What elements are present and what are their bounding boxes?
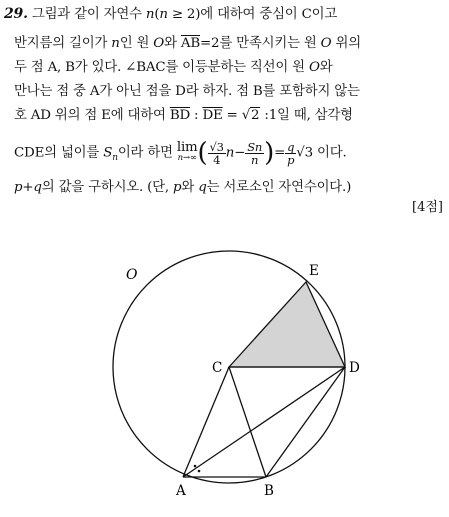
label-a: A xyxy=(176,483,186,499)
angle-mark-dot-2 xyxy=(198,470,201,473)
frac-top: √3 xyxy=(209,139,224,154)
segment-bd xyxy=(266,367,345,477)
paren-close: ) xyxy=(264,138,275,168)
plus: + xyxy=(22,180,34,195)
label-b: B xyxy=(264,483,274,499)
var-q: q xyxy=(198,180,207,195)
var-p: p xyxy=(173,180,182,195)
frac-bot: n xyxy=(251,152,259,167)
text: 와 xyxy=(181,180,199,195)
var-o: O xyxy=(308,60,320,75)
label-c: C xyxy=(212,360,223,376)
label-o: O xyxy=(126,267,138,283)
label-d: D xyxy=(349,360,360,376)
sqrt-arg: 2 xyxy=(251,108,260,123)
text: 만나는 점 중 A가 아닌 점을 D라 하자. 점 B를 포함하지 않는 xyxy=(14,84,360,99)
text: 의 값을 구하시오. (단, xyxy=(41,180,174,195)
text: = √ xyxy=(222,108,251,123)
text: :1일 때, 삼각형 xyxy=(260,108,353,123)
segment-ad xyxy=(183,367,345,477)
text: CDE의 넓이를 xyxy=(14,145,104,161)
segment-bd: $\overline{BD}$ xyxy=(169,108,190,123)
segment-de: $\overline{DE}$ xyxy=(202,108,223,123)
text: 이다. xyxy=(312,145,347,161)
var-o: O xyxy=(153,36,165,51)
var-p: p xyxy=(14,180,23,195)
var-n: n xyxy=(111,36,120,51)
problem-number: 29. xyxy=(4,6,28,22)
text: =2를 만족시키는 원 xyxy=(200,36,321,51)
segment-ca xyxy=(183,367,229,477)
text: 그림과 같이 자연수 xyxy=(31,7,146,22)
frac-top: Sn xyxy=(247,139,263,154)
var-n: n xyxy=(145,7,155,22)
sqrt3: √3 xyxy=(296,145,313,161)
text: : xyxy=(190,108,203,123)
frac-bot: 4 xyxy=(213,152,221,167)
text: 와 xyxy=(319,60,333,75)
triangle-cde-shaded xyxy=(229,282,345,367)
angle-mark-dot-1 xyxy=(194,465,197,468)
paren-open: ( xyxy=(197,138,208,168)
text: 위의 xyxy=(331,36,361,51)
text: 이라 하면 xyxy=(117,145,177,161)
var-q: q xyxy=(33,180,42,195)
minus: − xyxy=(234,145,246,161)
text: 호 AD 위의 점 E에 대하여 xyxy=(14,108,170,123)
var-s: S xyxy=(103,145,113,161)
var-n: n xyxy=(225,145,235,161)
points-label: [4점] xyxy=(412,200,443,215)
text: ( xyxy=(154,7,160,22)
subscript-n: n xyxy=(112,153,118,164)
segment-ab: $\overline{AB}$ xyxy=(180,36,200,51)
label-e: E xyxy=(309,263,319,279)
lim-word: lim xyxy=(176,140,198,155)
text: 는 서로소인 자연수이다.) xyxy=(206,180,352,195)
segment-cb xyxy=(229,367,266,477)
text: 두 점 A, B가 있다. ∠BAC를 이등분하는 직선이 원 xyxy=(14,60,309,75)
text: 반지름의 길이가 xyxy=(14,36,112,51)
var-n: n xyxy=(159,7,168,22)
text: 인 원 xyxy=(119,36,154,51)
text: ≥ 2)에 대하여 중심이 C이고 xyxy=(167,7,338,22)
equals: = xyxy=(274,145,286,161)
lim-sub: n→∞ xyxy=(177,153,197,163)
var-o: O xyxy=(320,36,332,51)
frac-bot: p xyxy=(287,152,295,167)
text: 와 xyxy=(164,36,181,51)
frac-top: q xyxy=(287,139,295,154)
